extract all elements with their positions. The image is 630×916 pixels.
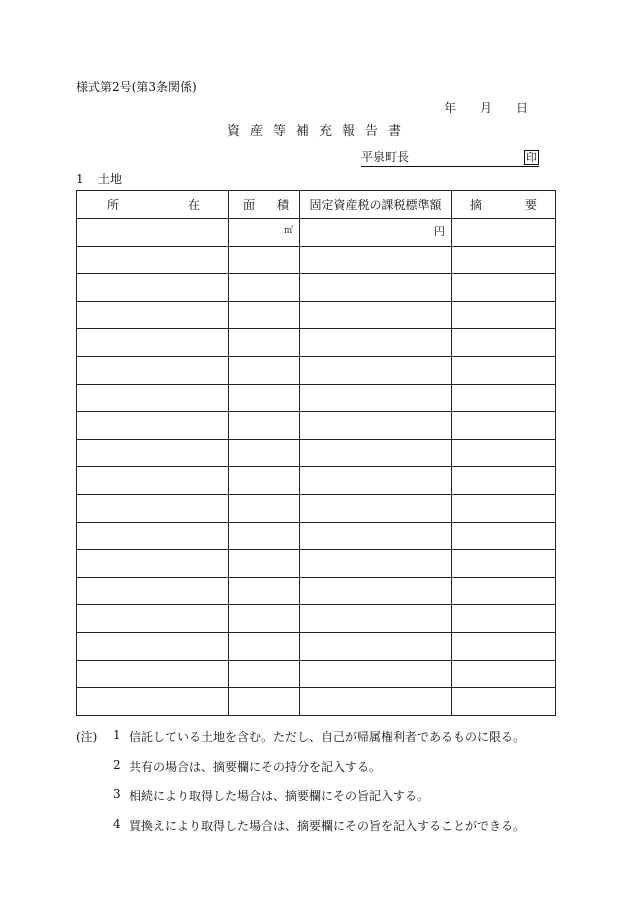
table-row xyxy=(77,384,556,412)
table-row xyxy=(77,356,556,384)
cell-area[interactable] xyxy=(229,329,300,357)
cell-area[interactable] xyxy=(229,274,300,302)
note-text: 相続により取得した場合は、摘要欄にその旨記入する。 xyxy=(129,789,430,803)
cell-remarks[interactable] xyxy=(452,660,556,688)
section-heading xyxy=(76,173,122,185)
cell-location[interactable] xyxy=(77,522,229,550)
cell-tax-value[interactable] xyxy=(300,577,452,605)
cell-location[interactable] xyxy=(77,660,229,688)
cell-tax-value[interactable] xyxy=(300,494,452,522)
cell-remarks[interactable] xyxy=(452,688,556,716)
section-label: 土地 xyxy=(98,172,123,186)
cell-remarks[interactable] xyxy=(452,246,556,274)
cell-location[interactable] xyxy=(77,550,229,578)
cell-tax-value[interactable] xyxy=(300,467,452,495)
cell-remarks[interactable] xyxy=(452,467,556,495)
cell-location[interactable] xyxy=(77,577,229,605)
cell-remarks[interactable] xyxy=(452,439,556,467)
cell-area[interactable] xyxy=(229,632,300,660)
table-row xyxy=(77,467,556,495)
table-row xyxy=(77,550,556,578)
date-month-label: 月 xyxy=(480,101,493,115)
table-row xyxy=(77,439,556,467)
notes-label: (注) xyxy=(76,730,98,744)
cell-area[interactable] xyxy=(229,412,300,440)
cell-tax-value[interactable] xyxy=(300,632,452,660)
cell-area[interactable] xyxy=(229,605,300,633)
cell-tax-value[interactable] xyxy=(300,246,452,274)
cell-remarks[interactable] xyxy=(452,384,556,412)
cell-location[interactable] xyxy=(77,246,229,274)
cell-location[interactable] xyxy=(77,301,229,329)
cell-remarks[interactable] xyxy=(452,219,556,247)
cell-remarks[interactable] xyxy=(452,274,556,302)
form-number: 様式第2号(第3条関係) xyxy=(76,80,197,94)
cell-location[interactable] xyxy=(77,494,229,522)
header-location-char2: 在 xyxy=(187,198,200,212)
table-row xyxy=(77,219,556,247)
cell-tax-value[interactable] xyxy=(300,522,452,550)
land-table xyxy=(76,190,556,716)
table-row xyxy=(77,412,556,440)
cell-remarks[interactable] xyxy=(452,522,556,550)
cell-remarks[interactable] xyxy=(452,577,556,605)
cell-remarks[interactable] xyxy=(452,329,556,357)
note-number: 4 xyxy=(113,816,121,831)
date-day-label: 日 xyxy=(516,101,529,115)
recipient-name: 平泉町長 xyxy=(361,150,410,164)
seal-mark: 印 xyxy=(526,151,537,164)
cell-remarks[interactable] xyxy=(452,494,556,522)
cell-area[interactable] xyxy=(229,384,300,412)
header-remarks xyxy=(452,191,556,219)
cell-area[interactable] xyxy=(229,301,300,329)
cell-location[interactable] xyxy=(77,412,229,440)
cell-location[interactable] xyxy=(77,688,229,716)
cell-location[interactable] xyxy=(77,219,229,247)
cell-area[interactable] xyxy=(229,688,300,716)
cell-remarks[interactable] xyxy=(452,412,556,440)
cell-remarks[interactable] xyxy=(452,632,556,660)
cell-tax-value[interactable] xyxy=(300,439,452,467)
note-text: 共有の場合は、摘要欄にその持分を記入する。 xyxy=(129,759,382,774)
section-number: 1 xyxy=(76,172,84,186)
table-row xyxy=(77,246,556,274)
document-title: 資産等補充報告書 xyxy=(227,124,412,139)
header-location-char1: 所 xyxy=(107,198,120,212)
date-year-label: 年 xyxy=(444,101,457,115)
cell-area[interactable] xyxy=(229,577,300,605)
note-number: 1 xyxy=(113,728,121,742)
cell-tax-value[interactable] xyxy=(300,329,452,357)
cell-area[interactable] xyxy=(229,522,300,550)
header-remarks-char2: 要 xyxy=(524,198,537,212)
note-text: 買換えにより取得した場合は、摘要欄にその旨を記入することができる。 xyxy=(129,818,526,833)
cell-area[interactable] xyxy=(229,494,300,522)
header-tax-value: 固定資産税の課税標準額 xyxy=(300,191,452,219)
header-location xyxy=(77,191,229,219)
cell-tax-value[interactable] xyxy=(300,412,452,440)
table-row xyxy=(77,522,556,550)
table-row xyxy=(77,301,556,329)
cell-tax-value[interactable] xyxy=(300,660,452,688)
table-row xyxy=(77,274,556,302)
header-area-char1: 面 xyxy=(243,198,256,212)
cell-area[interactable] xyxy=(229,660,300,688)
note-number: 2 xyxy=(113,757,121,772)
cell-location[interactable] xyxy=(77,329,229,357)
cell-remarks[interactable] xyxy=(452,550,556,578)
note-item xyxy=(76,787,596,817)
cell-tax-value[interactable] xyxy=(300,384,452,412)
cell-location[interactable] xyxy=(77,274,229,302)
unit-yen: 円 xyxy=(434,225,445,238)
date-line xyxy=(444,102,528,115)
table-row xyxy=(77,494,556,522)
note-item xyxy=(76,728,596,758)
header-area-char2: 積 xyxy=(276,198,289,212)
cell-remarks[interactable] xyxy=(452,605,556,633)
cell-area[interactable] xyxy=(229,219,300,247)
table-row xyxy=(77,660,556,688)
table-header-row xyxy=(77,191,556,219)
cell-location[interactable] xyxy=(77,605,229,633)
cell-tax-value[interactable] xyxy=(300,605,452,633)
table-row xyxy=(77,605,556,633)
cell-location[interactable] xyxy=(77,467,229,495)
note-item xyxy=(76,817,596,847)
cell-remarks[interactable] xyxy=(452,301,556,329)
table-row xyxy=(77,632,556,660)
cell-location[interactable] xyxy=(77,632,229,660)
cell-location[interactable] xyxy=(77,439,229,467)
cell-remarks[interactable] xyxy=(452,356,556,384)
table-row xyxy=(77,329,556,357)
cell-tax-value[interactable] xyxy=(300,550,452,578)
cell-tax-value[interactable] xyxy=(300,301,452,329)
header-area xyxy=(229,191,300,219)
cell-area[interactable] xyxy=(229,550,300,578)
note-number: 3 xyxy=(113,787,121,801)
cell-area[interactable] xyxy=(229,439,300,467)
cell-tax-value[interactable] xyxy=(300,219,452,247)
cell-location[interactable] xyxy=(77,356,229,384)
recipient-line xyxy=(361,150,539,167)
note-text: 信託している土地を含む。ただし、自己が帰属権利者であるものに限る。 xyxy=(129,730,526,744)
cell-area[interactable] xyxy=(229,467,300,495)
cell-tax-value[interactable] xyxy=(300,274,452,302)
unit-square-meter: ㎡ xyxy=(283,226,293,236)
table-row xyxy=(77,577,556,605)
cell-tax-value[interactable] xyxy=(300,688,452,716)
note-item xyxy=(76,758,596,788)
cell-tax-value[interactable] xyxy=(300,356,452,384)
notes xyxy=(76,728,596,846)
cell-area[interactable] xyxy=(229,246,300,274)
cell-area[interactable] xyxy=(229,356,300,384)
cell-location[interactable] xyxy=(77,384,229,412)
header-remarks-char1: 摘 xyxy=(470,198,483,212)
table-row xyxy=(77,688,556,716)
